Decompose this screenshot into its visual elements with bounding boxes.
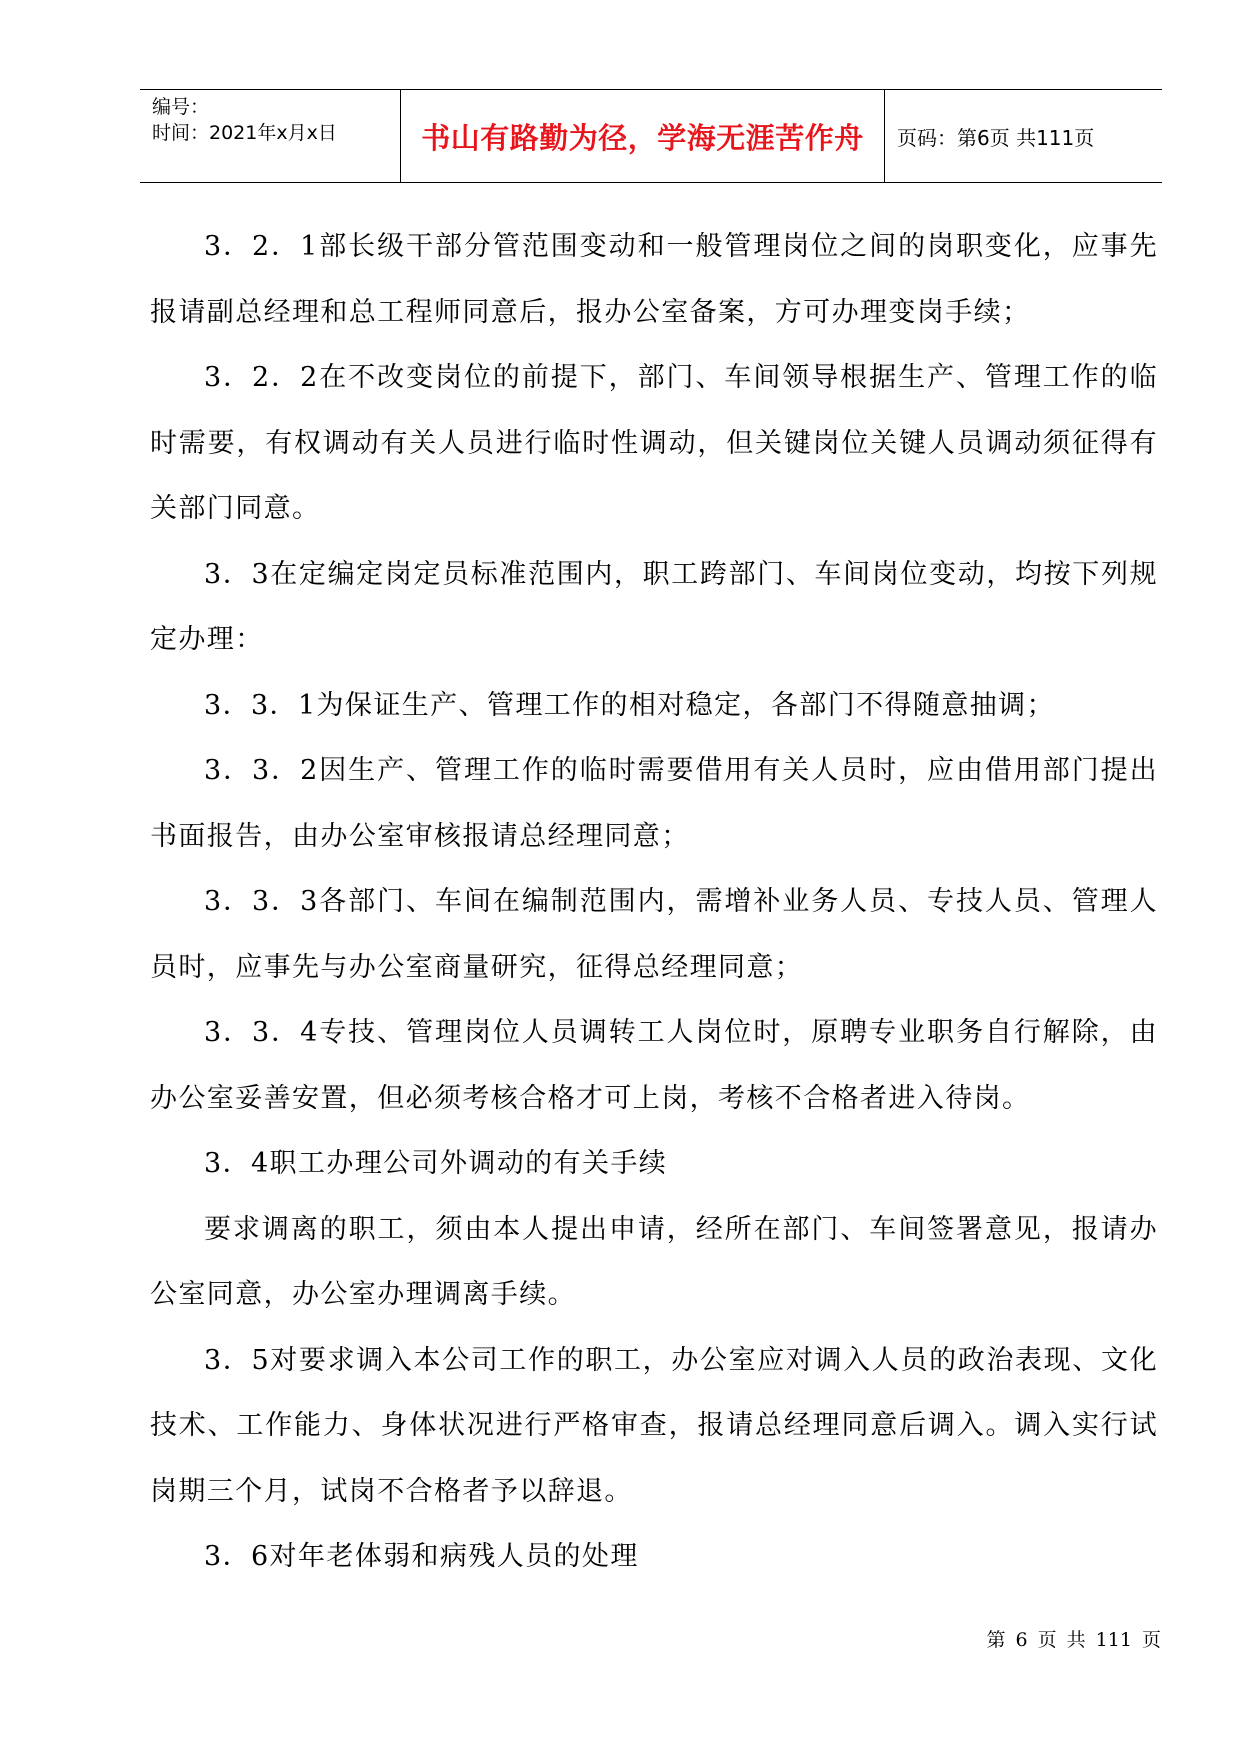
paragraph: 3．3．2因生产、管理工作的临时需要借用有关人员时，应由借用部门提出书面报告，由办公室审核报请总经理同意； (150, 755, 1158, 852)
paragraph: 3．3．4专技、管理岗位人员调转工人岗位时，原聘专业职务自行解除，由办公室妥善安置，但必须考核合格才可上岗，考核不合格者进入待岗。 (150, 1017, 1158, 1114)
paragraph: 3．2．1部长级干部分管范围变动和一般管理岗位之间的岗职变化，应事先报请副总经理和总工程师同意后，报办公室备案，方可办理变岗手续； (150, 231, 1158, 328)
paragraph: 3．6对年老体弱和病残人员的处理 (204, 1541, 639, 1572)
doc-number-label: 编号： (152, 96, 210, 118)
page-footer: 第 6 页 共 111 页 (986, 1629, 1161, 1651)
paragraph: 3．3．1为保证生产、管理工作的相对稳定，各部门不得随意抽调； (204, 689, 1055, 721)
header-meta (140, 90, 401, 182)
paragraph: 3．4职工办理公司外调动的有关手续 (204, 1148, 668, 1179)
header-motto: 书山有路勤为径，学海无涯苦作舟 (401, 90, 885, 182)
paragraph: 3．5对要求调入本公司工作的职工，办公室应对调入人员的政治表现、文化技术、工作能力、身体状况进行严格审查，报请总经理同意后调入。调入实行试岗期三个月，试岗不合格者予以辞退。 (150, 1344, 1158, 1507)
paragraph: 要求调离的职工，须由本人提出申请，经所在部门、车间签署意见，报请办公室同意，办公室办理调离手续。 (150, 1213, 1158, 1310)
paragraph: 3．3．3各部门、车间在编制范围内，需增补业务人员、专技人员、管理人员时，应事先与办公室商量研究，征得总经理同意； (150, 886, 1158, 983)
page-header (140, 89, 1162, 183)
paragraph: 3．3在定编定岗定员标准范围内，职工跨部门、车间岗位变动，均按下列规定办理： (150, 558, 1158, 655)
doc-time-label: 时间：2021年x月x日 (152, 122, 337, 144)
paragraph: 3．2．2在不改变岗位的前提下，部门、车间领导根据生产、管理工作的临时需要，有权调动有关人员进行临时性调动，但关键岗位关键人员调动须征得有关部门同意。 (150, 362, 1158, 524)
header-page-label: 页码：第6页 共111页 (897, 125, 1095, 150)
document-body (150, 214, 1158, 1590)
